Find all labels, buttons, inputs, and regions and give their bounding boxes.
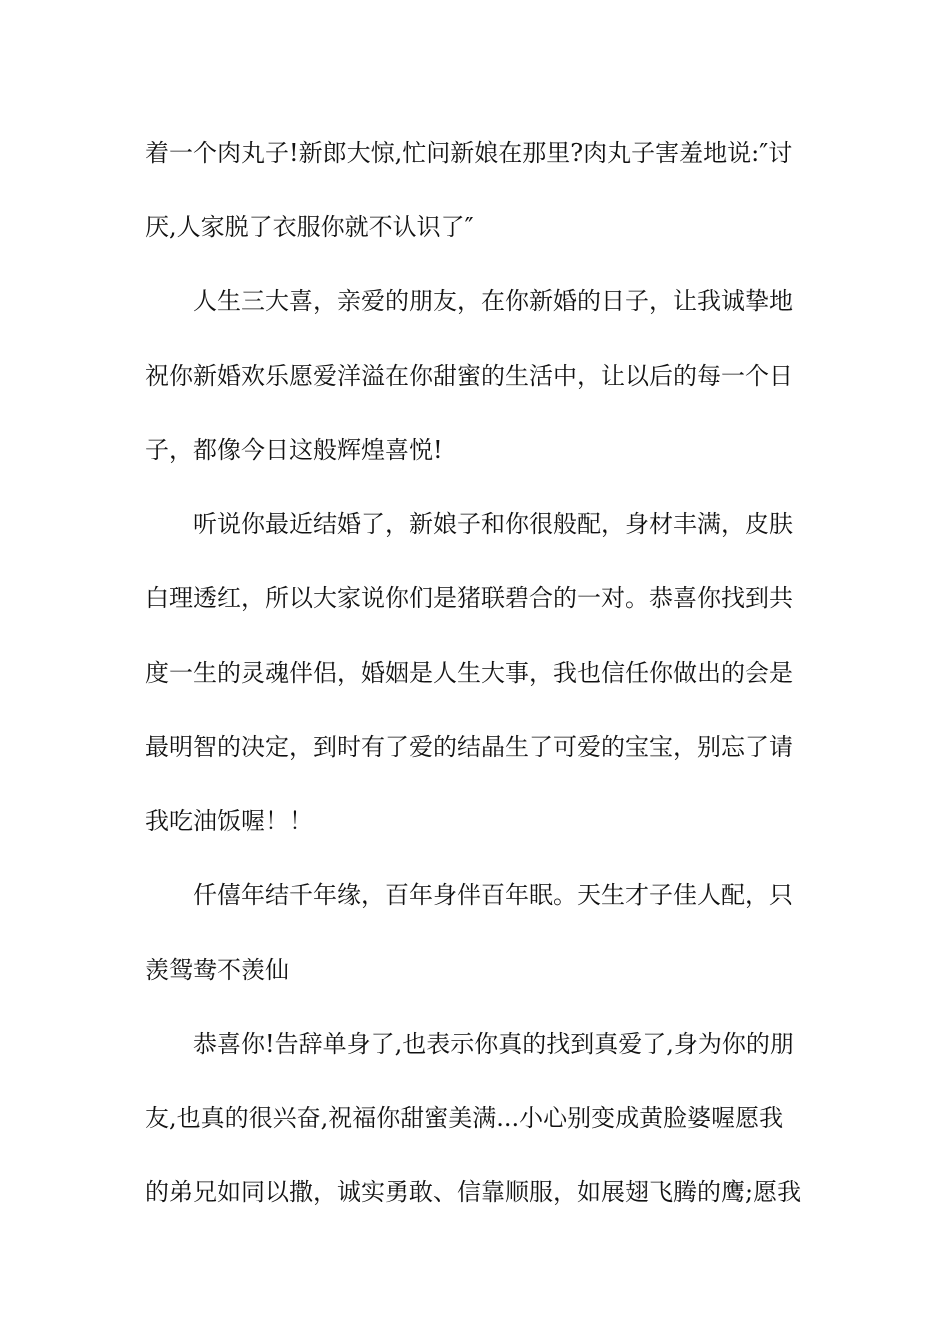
text-line-2: 厌,人家脱了衣服你就不认识了″ [145,213,474,241]
paragraph-start-line: 仟僖年结千年缘，百年身伴百年眠。天生才子佳人配，只 [193,881,793,909]
text-line-5: 子，都像今日这般辉煌喜悦! [145,436,443,464]
text-line-10: 我吃油饭喔！！ [145,807,313,835]
text-line-7: 白理透红，所以大家说你们是猪联碧合的一对。恭喜你找到共 [145,584,793,612]
text-line-4: 祝你新婚欢乐愿爱洋溢在你甜蜜的生活中，让以后的每一个日 [145,362,793,390]
text-line-12: 羡鸳鸯不羡仙 [145,956,289,984]
text-line-8: 度一生的灵魂伴侣，婚姻是人生大事，我也信任你做出的会是 [145,659,793,687]
text-line-9: 最明智的决定，到时有了爱的结晶生了可爱的宝宝，别忘了请 [145,733,793,761]
text-line-1: 着一个肉丸子!新郎大惊,忙问新娘在那里?肉丸子害羞地说:″讨 [145,139,793,167]
paragraph-start-line: 听说你最近结婚了，新娘子和你很般配，身材丰满，皮肤 [193,510,793,538]
text-line-14: 友,也真的很兴奋,祝福你甜蜜美满...小心别变成黄脸婆喔愿我 [145,1104,784,1132]
paragraph-start-line: 人生三大喜，亲爱的朋友，在你新婚的日子，让我诚挚地 [193,287,793,315]
text-line-15: 的弟兄如同以撒，诚实勇敢、信靠顺服，如展翅飞腾的鹰;愿我 [145,1178,802,1206]
paragraph-start-line: 恭喜你!告辞单身了,也表示你真的找到真爱了,身为你的朋 [193,1030,794,1058]
